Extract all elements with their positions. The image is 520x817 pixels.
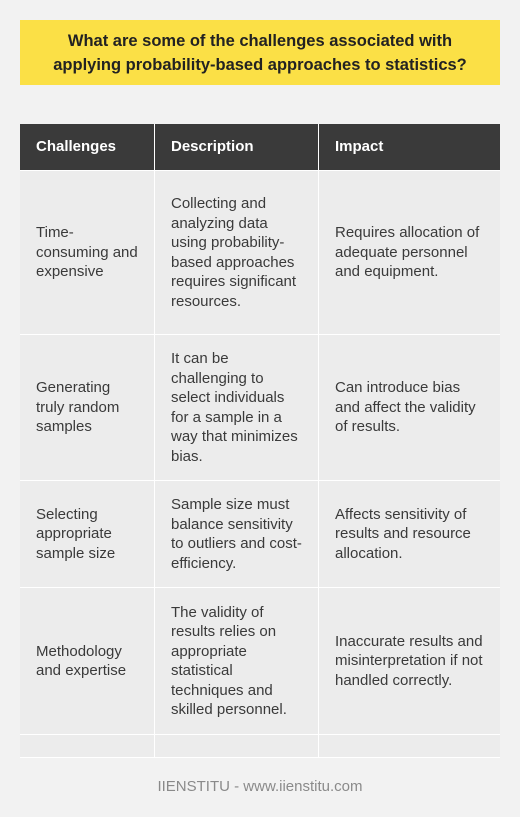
column-header-impact: Impact	[319, 124, 500, 170]
impact-cell: Can introduce bias and affect the validity of results.	[319, 335, 500, 480]
challenge-cell: Selecting appropriate sample size	[20, 481, 155, 587]
challenge-cell: Generating truly random samples	[20, 335, 155, 480]
description-cell: Sample size must balance sensitivity to outliers and cost-efficiency.	[155, 481, 319, 587]
impact-cell: Inaccurate results and misinterpretation if not handled correctly.	[319, 588, 500, 734]
description-cell: The validity of results relies on appropriate statistical techniques and skilled personnel.	[155, 588, 319, 734]
column-header-challenges: Challenges	[20, 124, 155, 170]
table-row	[20, 335, 500, 481]
table-row	[20, 481, 500, 588]
footer-credit: IIENSTITU - www.iienstitu.com	[157, 778, 363, 795]
column-header-description: Description	[155, 124, 319, 170]
table-header-row	[20, 124, 500, 171]
table-empty-row	[20, 735, 500, 758]
empty-cell	[20, 735, 155, 757]
challenge-cell: Methodology and expertise	[20, 588, 155, 734]
challenge-cell: Time-consuming and expensive	[20, 171, 155, 334]
empty-cell	[319, 735, 500, 757]
empty-cell	[155, 735, 319, 757]
page-title: What are some of the challenges associated with applying probability-based approaches to statistics?	[20, 20, 500, 85]
table-row	[20, 171, 500, 335]
table-row	[20, 588, 500, 735]
description-cell: Collecting and analyzing data using probability-based approaches requires significant resources.	[155, 171, 319, 334]
impact-cell: Requires allocation of adequate personnel and equipment.	[319, 171, 500, 334]
impact-cell: Affects sensitivity of results and resource allocation.	[319, 481, 500, 587]
description-cell: It can be challenging to select individuals for a sample in a way that minimizes bias.	[155, 335, 319, 480]
challenges-table	[20, 124, 500, 758]
